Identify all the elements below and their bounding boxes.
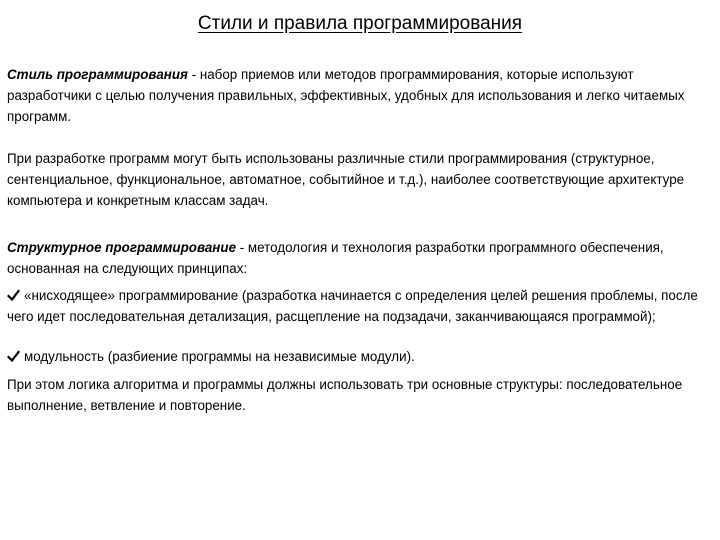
list-item-text: модульность (разбиение программы на независимые модули). bbox=[24, 349, 415, 364]
list-item-text: «нисходящее» программирование (разработка начинается с определения целей решения проблемы, после чего идет последовательная детализация, расщепление на подзадачи, заканчивающаяся программой); bbox=[7, 288, 698, 324]
paragraph-text: При этом логика алгоритма и программы должны использовать три основные структуры: последовательное выполнение, ветвление и повторение. bbox=[7, 377, 683, 413]
definition-text: - методология и технология разработки программного обеспечения, основанная на следующих принципах: bbox=[7, 240, 664, 276]
paragraph-text: При разработке программ могут быть использованы различные стили программирования (структурное, сентенциальное, функциональное, автоматное, событийное и т.д.), наиболее соответствующие архитектуре компьютера и конкретным классам задач. bbox=[7, 151, 685, 208]
paragraph-style-definition bbox=[7, 64, 713, 127]
definition-text: - набор приемов или методов программирования, которые используют разработчики с целью получения правильных, эффективных, удобных для использования и легко читаемых программ. bbox=[7, 67, 685, 124]
page-title: Стили и правила программирования bbox=[197, 13, 523, 34]
term-programming-style: Стиль программирования bbox=[7, 67, 188, 82]
paragraph-styles-list bbox=[7, 148, 713, 211]
checkmark-icon bbox=[7, 289, 20, 302]
term-structured-programming: Структурное программирование bbox=[7, 240, 237, 255]
paragraph-structured-definition bbox=[7, 237, 713, 279]
checkmark-icon bbox=[7, 350, 20, 363]
list-item bbox=[7, 346, 713, 367]
list-item bbox=[7, 285, 713, 327]
paragraph-conclusion bbox=[7, 374, 713, 416]
